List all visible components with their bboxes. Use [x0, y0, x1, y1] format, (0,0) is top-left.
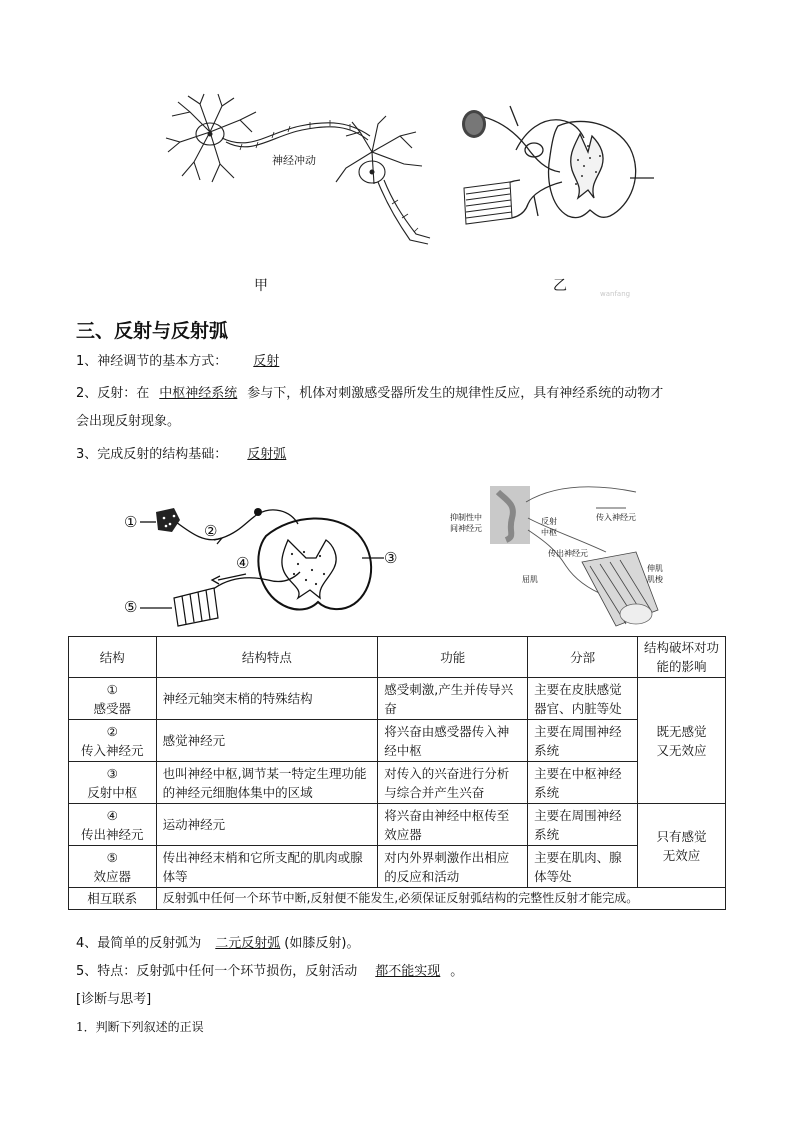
label-flexor: 屈肌 [522, 575, 538, 584]
item-3-prefix: 3、完成反射的结构基础： [76, 447, 228, 462]
item-1-answer: 反射 [253, 354, 280, 369]
item-4 [76, 934, 359, 954]
section-title: 三、反射与反射弧 [76, 320, 229, 342]
header-feature: 结构特点 [156, 637, 378, 678]
row-structure [69, 804, 157, 846]
row-name: 反射中枢 [87, 784, 138, 800]
row-num: ④ [106, 807, 118, 823]
item-2 [76, 384, 663, 404]
header-part: 分部 [528, 637, 638, 678]
neuron-figure [160, 92, 435, 252]
label-afferent: 传入神经元 [596, 513, 636, 522]
item-2-suffix: 参与下，机体对刺激感受器所发生的规律性反应，具有神经系统的动物才 [247, 386, 664, 401]
label-efferent: 传出神经元 [548, 549, 588, 558]
item-2-prefix: 2、反射：在 [76, 386, 150, 401]
row-feature: 神经元轴突末梢的特殊结构 [156, 678, 378, 720]
table-row [69, 720, 726, 762]
row-structure [69, 846, 157, 888]
item-5 [76, 962, 463, 982]
marker-3: ③ [384, 549, 398, 567]
row-part: 主要在皮肤感觉器官、内脏等处 [528, 678, 638, 720]
marker-1: ① [124, 513, 138, 531]
row-function: 感受刺激,产生并传导兴奋 [378, 678, 528, 720]
row-name: 效应器 [93, 868, 132, 884]
header-effect: 结构破坏对功能的影响 [638, 637, 726, 678]
row-feature: 也叫神经中枢,调节某一特定生理功能的神经元细胞体集中的区域 [156, 762, 378, 804]
row-function: 对传入的兴奋进行分析与综合并产生兴奋 [378, 762, 528, 804]
header-structure: 结构 [69, 637, 157, 678]
item-4-suffix: (如膝反射)。 [284, 936, 360, 951]
row-num: ③ [106, 765, 118, 781]
table-relation-row [69, 888, 726, 910]
row-num: ② [106, 723, 118, 739]
row-part: 主要在中枢神经系统 [528, 762, 638, 804]
marker-5: ⑤ [124, 598, 138, 616]
row-structure [69, 678, 157, 720]
relation-text: 反射弧中任何一个环节中断,反射便不能发生,必须保证反射弧结构的完整性反射才能完成。 [156, 888, 725, 910]
row-name: 感受器 [93, 700, 132, 716]
table-row [69, 804, 726, 846]
marker-4: ④ [236, 554, 250, 572]
row-function: 对内外界刺激作出相应的反应和活动 [378, 846, 528, 888]
row-name: 传出神经元 [81, 826, 144, 842]
label-spindle: 肌梭 [647, 575, 663, 584]
item-5-answer: 都不能实现 [375, 964, 441, 979]
spinal-cord-figure [450, 86, 664, 236]
item-5-prefix: 5、特点：反射弧中任何一个环节损伤，反射活动 [76, 964, 358, 979]
row-structure [69, 762, 157, 804]
effect-bottom: 只有感觉无效应 [638, 804, 726, 888]
relation-label: 相互联系 [69, 888, 157, 910]
neuron-impulse-caption: 神经冲动 [272, 154, 316, 167]
row-part: 主要在周围神经系统 [528, 804, 638, 846]
item-1-prefix: 1、神经调节的基本方式： [76, 354, 228, 369]
reflex-arc-figure [122, 494, 402, 630]
item-1 [76, 352, 293, 372]
label-inhibit: 抑制性中间神经元 [450, 513, 482, 533]
item-2-continued: 会出现反射现象。 [76, 414, 181, 429]
item-5-suffix: 。 [450, 964, 464, 979]
row-num: ⑤ [106, 849, 118, 865]
row-num: ① [106, 681, 118, 697]
table-row [69, 762, 726, 804]
label-extensor: 伸肌 [647, 564, 663, 573]
figure-yi-label: 乙 [553, 278, 567, 294]
item-2-answer: 中枢神经系统 [159, 386, 238, 401]
marker-2: ② [204, 522, 218, 540]
row-feature: 运动神经元 [156, 804, 378, 846]
effect-top: 既无感觉又无效应 [638, 678, 726, 804]
row-function: 将兴奋由感受器传入神经中枢 [378, 720, 528, 762]
row-part: 主要在周围神经系统 [528, 720, 638, 762]
figure-jia-label: 甲 [254, 278, 268, 294]
question-1: 1．判断下列叙述的正误 [76, 1020, 204, 1034]
item-3 [76, 445, 312, 465]
row-structure [69, 720, 157, 762]
table-row [69, 678, 726, 720]
item-3-answer: 反射弧 [247, 447, 287, 462]
row-name: 传入神经元 [81, 742, 144, 758]
header-function: 功能 [378, 637, 528, 678]
table-header-row [69, 637, 726, 678]
watermark: wanfang [600, 290, 631, 298]
row-feature: 传出神经末梢和它所支配的肌肉或腺体等 [156, 846, 378, 888]
item-4-prefix: 4、最简单的反射弧为 [76, 936, 202, 951]
item-4-answer: 二元反射弧 [215, 936, 281, 951]
row-feature: 感觉神经元 [156, 720, 378, 762]
row-function: 将兴奋由神经中枢传至效应器 [378, 804, 528, 846]
reflex-arc-table [68, 636, 726, 910]
diagnose-heading: [诊断与思考] [76, 992, 152, 1007]
label-center: 反射中枢 [541, 517, 557, 537]
row-part: 主要在肌肉、腺体等处 [528, 846, 638, 888]
table-row [69, 846, 726, 888]
